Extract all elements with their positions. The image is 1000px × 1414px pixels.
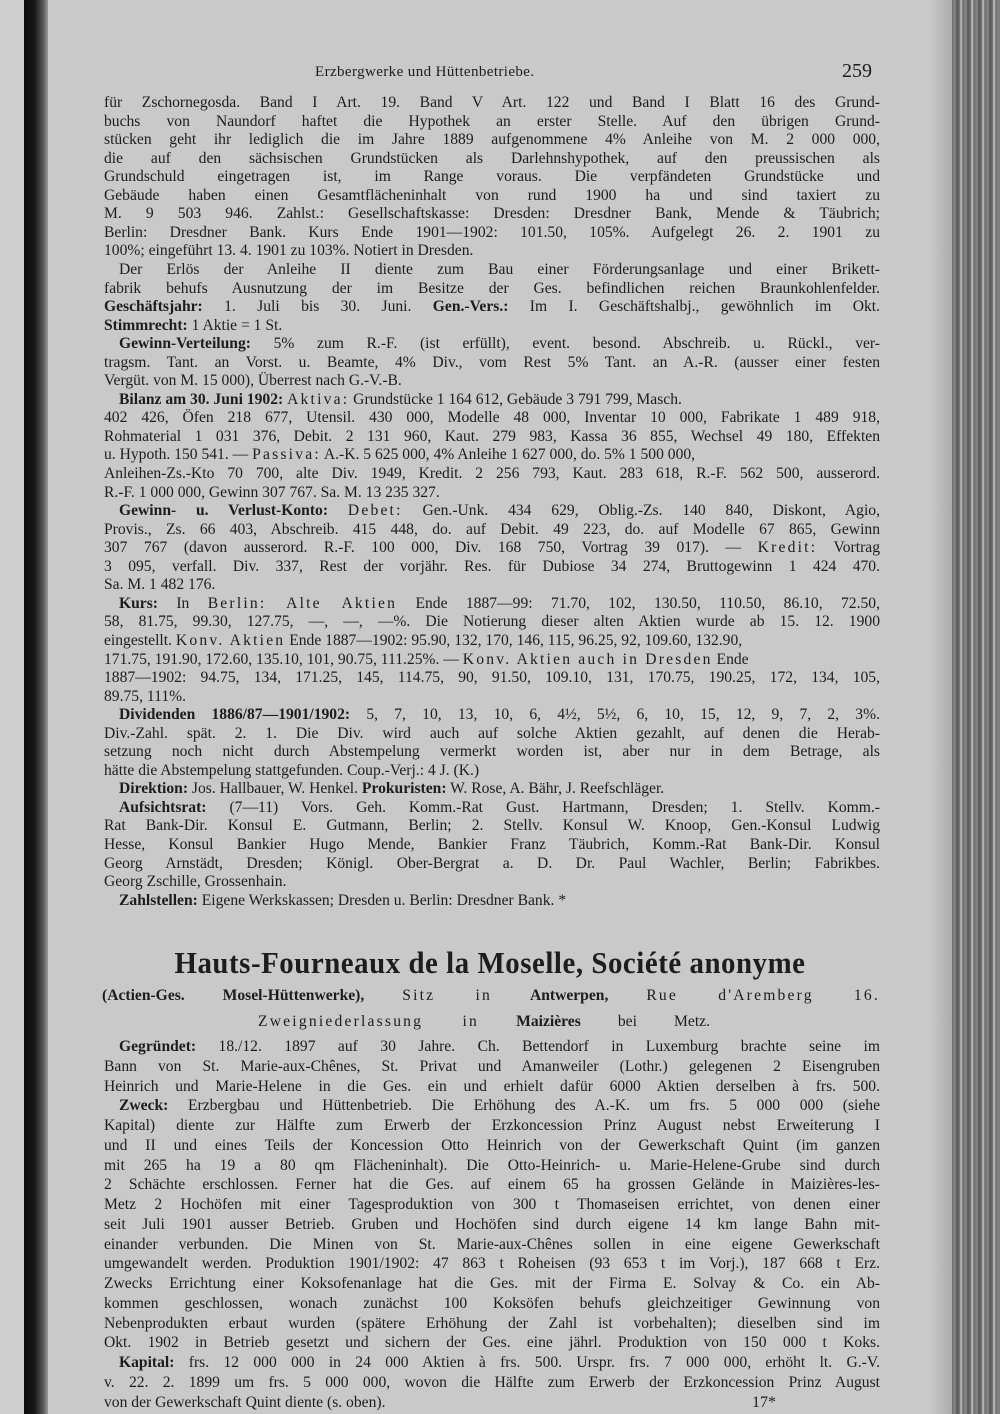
text-line — [104, 317, 282, 335]
bold-label: Zweck: — [119, 1097, 169, 1115]
text-run: umgewandelt werden. Produktion 1901/1902: 47 863 t Roheisen (93 653 t im Vorj.), 187 668 t Erz. — [104, 1255, 880, 1273]
text-run: M. 9 503 946. Zahlst.: Gesellschaftskasse: Dresden: Dresdner Bank, Mende & Täubrich; — [104, 205, 880, 223]
text-run: 58, 81.75, 99.30, 127.75, —, —, —%. Die Notierung dieser alten Aktien wurde ab 15. 12. 1900 — [104, 613, 880, 631]
text-run: 2 Schächte erschlossen. Ferner hat die Ges. auf einem 65 ha grossen Gelände in Maizières-les- — [104, 1176, 880, 1194]
text-run: 171.75, 191.90, 172.60, 135.10, 101, 90.75, 111.25%. — — [104, 650, 463, 668]
text-run: Metz 2 Hochöfen mit einer Tagesproduktion von 300 t Thomaseisen errichtet, von denen einer — [104, 1196, 880, 1213]
text-line — [119, 391, 880, 409]
bold-label: Kapital: — [119, 1354, 175, 1371]
text-run — [328, 502, 348, 519]
spaced-text: Rue d'Aremberg 16. — [646, 987, 880, 1004]
text-line — [104, 446, 880, 464]
bold-label: Geschäftsjahr: — [104, 298, 203, 316]
text-line — [104, 280, 880, 298]
text-run: 307 767 (davon ausserord. R.-F. 100 000, Div. 168 750, Vortrag 39 017). — — [104, 539, 758, 557]
scan-left-margin — [0, 0, 24, 1414]
text-line — [119, 799, 880, 817]
text-line — [104, 855, 880, 873]
text-run: eingestellt. — [104, 631, 176, 649]
bold-label: Maizières — [516, 1013, 581, 1030]
text-line — [104, 1334, 880, 1352]
text-run: 1887—1902: 94.75, 134, 171.25, 145, 114.75, 90, 91.50, 109.10, 131, 170.75, 190.25, 172, 134, 105, — [104, 669, 880, 687]
text-run: fabrik behufs Ausnutzung der im Besitze der Ges. befindlichen reichen Braunkohlenfelder. — [104, 279, 880, 297]
text-run: Ende 1887—1902: 95.90, 132, 170, 146, 115, 96.25, 92, 109.60, 132.90, — [285, 631, 743, 649]
text-run: Provis., Zs. 66 403, Abschreib. 415 448, do. auf Debit. 49 223, do. auf Modelle 67 865, Gewinn — [104, 520, 880, 538]
spaced-text: Konv. Aktien auch in Dresden — [462, 650, 713, 668]
text-line — [104, 94, 880, 112]
text-run: Vortrag — [817, 539, 880, 557]
text-run — [364, 987, 402, 1004]
text-run: u. Hypoth. 150 541. — — [104, 446, 253, 464]
bold-label: Direktion: — [119, 780, 189, 798]
text-line — [104, 1117, 880, 1135]
bold-label: Gewinn- u. Verlust-Konto: — [119, 502, 329, 520]
text-run — [608, 987, 646, 1004]
text-run: In — [157, 594, 208, 612]
text-line — [104, 1157, 880, 1175]
text-run: Grundschuld eingetragen ist, im Range voraus. Die verpfändeten Grundstücke und — [104, 168, 880, 186]
text-run: Berlin: Dresdner Bank. Kurs Ende 1901—1902: 101.50, 105%. Aufgelegt 26. 2. 1901 zu — [104, 223, 880, 241]
text-line — [119, 1038, 880, 1056]
text-run: mit 265 ha 19 a 80 qm Flächeninhalt). Die Otto-Heinrich- u. Marie-Helene-Grube sind durch — [104, 1156, 880, 1174]
text-line — [119, 706, 880, 724]
spaced-text: Konv. Aktien — [175, 631, 286, 649]
text-line — [104, 354, 880, 372]
text-run: Georg Zschille, Grossenhain. — [104, 873, 287, 891]
bold-label: Kurs: — [119, 594, 158, 612]
text-run: Gebäude haben einen Gesamtflächeninhalt von rund 1900 ha und sind taxiert zu — [104, 186, 880, 204]
text-run: 100%; eingeführt 13. 4. 1901 zu 103%. Notiert in Dresden. — [104, 242, 474, 260]
text-run: die auf den sächsischen Grundstücken als Darlehnshypothek, auf den preussischen als — [104, 149, 880, 167]
text-line — [104, 613, 880, 631]
text-run — [492, 987, 530, 1004]
text-line — [119, 1354, 880, 1372]
text-line — [104, 1216, 880, 1234]
text-line — [104, 113, 880, 131]
text-line — [104, 465, 880, 483]
text-line — [104, 688, 186, 706]
bold-label: Gewinn-Verteilung: — [119, 335, 251, 353]
text-line — [104, 205, 880, 223]
text-run: Okt. 1902 in Betrieb gesetzt und sichern der Ges. eine jährl. Produktion von 150 000 t Koks. — [104, 1334, 880, 1352]
text-run: R.-F. 1 000 000, Gewinn 307 767. Sa. M. 13 235 327. — [104, 483, 440, 501]
text-run: für Zschornegosda. Band I Art. 19. Band V Art. 122 und Band I Blatt 16 des Grund- — [104, 94, 880, 111]
text-run: Ende 1887—99: 71.70, 102, 130.50, 110.50, 86.10, 72.50, — [397, 594, 880, 612]
bold-label: Prokuristen: — [361, 780, 447, 798]
text-line — [104, 1255, 880, 1273]
text-line — [104, 1394, 385, 1412]
text-run: Rohmaterial 1 031 376, Debit. 2 131 960, Kaut. 279 983, Kassa 36 855, Wechsel 49 180, Effekten — [104, 427, 880, 445]
bold-label: Bilanz am 30. Juni 1902: — [119, 390, 284, 408]
spaced-text: Aktiva: — [287, 390, 350, 408]
text-line — [119, 261, 880, 279]
text-run: W. Rose, A. Bähr, J. Reefschläger. — [446, 780, 665, 798]
text-run: Vergüt. von M. 15 000), Überrest nach G.-V.-B. — [104, 372, 402, 390]
text-line — [104, 725, 880, 743]
text-run: Eigene Werkskassen; Dresden u. Berlin: Dresdner Bank. * — [197, 891, 567, 909]
spaced-text: Passiva: — [252, 446, 321, 464]
text-line — [104, 428, 880, 446]
text-line — [119, 502, 880, 520]
text-run: Kapital) diente zur Hälfte zum Erwerb der Erzkoncession Prinz August nebst Erweiterung I — [104, 1117, 880, 1134]
text-line — [104, 1374, 880, 1392]
text-line — [104, 409, 880, 427]
text-line — [104, 632, 880, 650]
text-run: Ende — [712, 650, 749, 668]
text-line — [104, 242, 473, 260]
text-run: Hesse, Konsul Bankier Hugo Mende, Bankier Franz Täubrich, Komm.-Rat Bank-Dir. Konsul — [104, 836, 880, 853]
text-run: Jos. Hallbauer, W. Henkel. — [188, 780, 362, 798]
page-stack-edge — [952, 0, 1000, 1414]
text-run: Rat Bank-Dir. Konsul E. Gutmann, Berlin; 2. Stellv. Konsul W. Knoop, Gen.-Konsul Ludwig — [104, 817, 880, 835]
text-line — [104, 1275, 880, 1293]
text-run: Bann von St. Marie-aux-Chênes, St. Privat und Amanweiler (Lothr.) gelegenen 2 Eisengruben — [104, 1057, 880, 1075]
text-line — [104, 298, 880, 316]
text-line — [104, 1137, 880, 1155]
text-line — [104, 1176, 880, 1194]
bold-label: Stimmrecht: — [104, 316, 188, 334]
text-line — [119, 335, 880, 353]
text-line — [104, 484, 440, 502]
text-run: 3 095, verfall. Div. 337, Rest der vorjähr. Res. für Dubiose 34 274, Bruttogewinn 1 424 470. — [104, 557, 880, 575]
text-line — [104, 187, 880, 205]
text-line — [104, 836, 880, 854]
text-line — [104, 150, 880, 168]
text-run: v. 22. 2. 1899 um frs. 5 000 000, wovon die Hälfte zum Erwerb der Erzkoncession Prinz August — [104, 1373, 880, 1391]
text-run: 402 426, Öfen 218 677, Utensil. 430 000, Modelle 48 000, Inventar 10 000, Fabrikate 1 489 918, — [104, 409, 880, 427]
text-run: Heinrich und Marie-Helene in die Ges. ein und erhielt dafür 6000 Aktien derselben à frs. 500. — [104, 1077, 880, 1095]
bold-label: Zahlstellen: — [119, 891, 198, 909]
signature-mark: 17* — [752, 1394, 776, 1411]
text-line — [104, 762, 479, 780]
bold-label: Gen.-Vers.: — [432, 298, 509, 316]
text-run: 1 Aktie = 1 St. — [187, 316, 283, 334]
text-line — [104, 539, 880, 557]
text-line — [104, 651, 880, 669]
text-run: Anleihen-Zs.-Kto 70 700, alte Div. 1949, Kredit. 2 256 793, Kaut. 283 618, R.-F. 562 500, ausserord. — [104, 465, 880, 482]
text-line — [104, 1315, 880, 1333]
text-line — [104, 131, 880, 149]
spaced-text: Debet: — [347, 502, 403, 520]
text-run: einander verbunden. Die Minen von St. Marie-aux-Chênes sollen in eine eigene Gewerkschaft — [104, 1235, 880, 1253]
text-line — [119, 595, 880, 613]
text-run: 89.75, 111%. — [104, 687, 187, 705]
text-run: 1. Juli bis 30. Juni. — [202, 298, 433, 316]
text-run: kommen geschlossen, wonach zunächst 100 Koksöfen behufs gleichzeitiger Gewinnung von — [104, 1294, 880, 1312]
spaced-text: Zweigniederlassung in — [258, 1013, 480, 1030]
text-line — [104, 372, 402, 390]
text-run: stücken geht ihr lediglich die im Jahre 1889 aufgenommene 4% Anleihe von M. 2 000 000, — [104, 131, 880, 149]
bold-label: Gegründet: — [119, 1038, 197, 1055]
text-run: Zwecks Errichtung einer Koksofenanlage hat die Ges. mit der Firma E. Solvay & Co. ein Ab- — [104, 1275, 880, 1292]
running-title: Erzbergwerke und Hüttenbetriebe. — [315, 64, 535, 80]
text-line — [104, 224, 880, 242]
text-run: buchs von Naundorf haftet die Hypothek an erster Stelle. Auf den übrigen Grund- — [104, 112, 880, 130]
text-run: hätte die Abstempelung stattgefunden. Coup.-Verj.: 4 J. (K.) — [104, 761, 480, 779]
text-run: Georg Arnstädt, Dresden; Königl. Ober-Bergrat a. D. Dr. Paul Wachler, Berlin; Fabrikbes. — [104, 854, 880, 872]
text-run: seit Juli 1901 ausser Betrieb. Gruben und Hochöfen sind durch eigene 14 km lange Bahn mit- — [104, 1215, 880, 1233]
text-line — [104, 1078, 880, 1096]
text-line — [104, 817, 880, 835]
text-run: von der Gewerkschaft Quint diente (s. oben). — [104, 1393, 386, 1411]
text-run: 5, 7, 10, 13, 10, 6, 4½, 5½, 6, 10, 15, 12, 9, 7, 2, 3%. — [350, 706, 880, 724]
text-line — [119, 892, 566, 910]
text-run: setzung noch nicht durch Abstempelung vermerkt worden ist, aber nur in dem Betrage, als — [104, 743, 880, 761]
text-run: Im I. Geschäftshalbj., gewöhnlich im Okt. — [508, 298, 880, 316]
text-line — [104, 558, 880, 576]
text-run: bei Metz. — [580, 1013, 710, 1030]
subtitle-line — [102, 987, 880, 1005]
text-run: Div.-Zahl. spät. 2. 1. Die Div. wird auch auf solche Aktien gezahlt, auf denen die Herab- — [104, 724, 880, 742]
bold-label: (Actien-Ges. Mosel-Hüttenwerke), — [102, 987, 365, 1004]
text-run: Grundstücke 1 164 612, Gebäude 3 791 799, Masch. — [349, 390, 682, 408]
bold-label: Antwerpen, — [529, 987, 609, 1004]
text-line — [119, 1097, 880, 1115]
text-line — [104, 873, 286, 891]
text-line — [104, 1236, 880, 1254]
text-run — [479, 1013, 516, 1030]
text-line — [104, 576, 215, 594]
text-run: Erzbergbau und Hüttenbetrieb. Die Erhöhung des A.-K. um frs. 5 000 000 (siehe — [168, 1097, 880, 1115]
text-line — [104, 1058, 880, 1076]
company-title: Hauts-Fourneaux de la Moselle, Société anonyme — [174, 945, 806, 980]
text-run: und II und eines Teils der Koncession Otto Heinrich von der Gewerkschaft Quint (im ganzen — [104, 1136, 880, 1154]
spaced-text: Kredit: — [757, 539, 818, 557]
text-run: Sa. M. 1 482 176. — [104, 576, 216, 594]
spaced-text: Berlin: Alte Aktien — [207, 594, 398, 612]
text-run: 5% zum R.-F. (ist erfüllt), event. besond. Abschreib. u. Rückl., ver- — [250, 335, 880, 353]
text-run: frs. 12 000 000 in 24 000 Aktien à frs. 500. Urspr. frs. 7 000 000, erhöht lt. G.-V. — [174, 1354, 880, 1371]
text-line — [104, 743, 880, 761]
branch-line — [258, 1013, 710, 1031]
text-line — [104, 168, 880, 186]
text-line — [104, 1196, 880, 1214]
text-run: A.-K. 5 625 000, 4% Anleihe 1 627 000, do. 5% 1 500 000, — [320, 446, 696, 464]
text-line — [104, 669, 880, 687]
bold-label: Dividenden 1886/87—1901/1902: — [119, 706, 351, 724]
text-line — [119, 780, 880, 798]
text-run: 18./12. 1897 auf 30 Jahre. Ch. Bettendorf in Luxemburg brachte seine im — [196, 1038, 880, 1055]
spaced-text: Sitz in — [402, 987, 492, 1004]
page-number: 259 — [842, 60, 872, 82]
text-run: tragsm. Tant. an Vorst. u. Beamte, 4% Div., vom Rest 5% Tant. an A.-R. (ausser einer festen — [104, 353, 880, 371]
text-run: (7—11) Vors. Geh. Komm.-Rat Gust. Hartmann, Dresden; 1. Stellv. Komm.- — [206, 798, 880, 816]
bold-label: Aufsichtsrat: — [119, 798, 207, 816]
text-run: Der Erlös der Anleihe II diente zum Bau einer Förderungsanlage und einer Brikett- — [119, 260, 880, 278]
text-run: Nebenprodukten erbaut wurden (spätere Erhöhung der Zahl ist vorbehalten); dieselben sind im — [104, 1314, 880, 1332]
text-line — [104, 521, 880, 539]
text-run: Gen.-Unk. 434 629, Oblig.-Zs. 140 840, Diskont, Agio, — [402, 502, 880, 520]
text-line — [104, 1295, 880, 1313]
book-spine-shadow — [24, 0, 48, 1414]
